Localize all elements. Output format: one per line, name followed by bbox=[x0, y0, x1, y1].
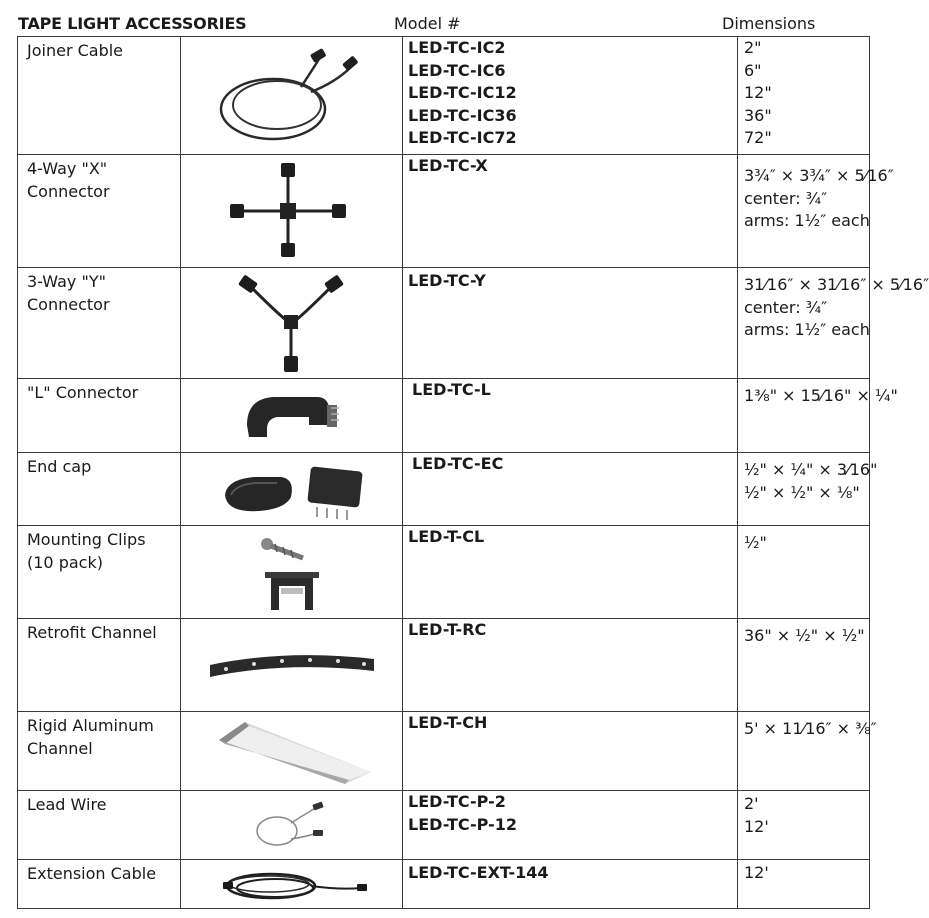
product-image-cell bbox=[181, 453, 403, 526]
product-name: "L" Connector bbox=[27, 383, 139, 402]
table-row bbox=[18, 155, 870, 268]
dimension: 12' bbox=[744, 816, 769, 836]
dimensions-cell bbox=[738, 268, 929, 379]
model-number: LED-TC-P-12 bbox=[408, 814, 518, 834]
product-image-cell bbox=[181, 526, 403, 619]
product-name: Rigid Aluminum bbox=[27, 716, 154, 735]
dimension: 2" bbox=[744, 38, 762, 57]
model-cell bbox=[403, 712, 738, 791]
retrofit-channel-icon bbox=[206, 645, 378, 685]
product-image-cell bbox=[181, 379, 403, 453]
model-cell bbox=[403, 453, 738, 526]
product-image-cell bbox=[181, 712, 403, 791]
dimensions-cell bbox=[738, 526, 870, 619]
dimension: ½" × ¼" × 3⁄16" bbox=[744, 460, 878, 479]
model-cell bbox=[403, 155, 738, 268]
product-name: Retrofit Channel bbox=[27, 623, 157, 642]
table-title: TAPE LIGHT ACCESSORIES bbox=[18, 14, 247, 33]
table-row bbox=[18, 453, 870, 526]
model-number: LED-TC-Y bbox=[408, 271, 486, 290]
dimensions-cell bbox=[738, 712, 877, 791]
product-image-cell bbox=[181, 268, 403, 379]
model-number: LED-TC-P-2 bbox=[408, 792, 506, 811]
model-cell bbox=[403, 860, 738, 909]
model-column-header: Model # bbox=[394, 14, 461, 33]
product-name-cell bbox=[18, 526, 181, 619]
product-name-cell bbox=[18, 619, 181, 712]
model-number: LED-TC-IC72 bbox=[408, 128, 517, 147]
model-number: LED-TC-IC36 bbox=[408, 105, 517, 125]
table-row bbox=[18, 791, 870, 860]
table-row bbox=[18, 619, 870, 712]
dimension: ½" bbox=[744, 533, 767, 552]
dimension: arms: 1½″ each bbox=[744, 320, 870, 339]
product-name: Connector bbox=[27, 181, 110, 201]
dimension: 72" bbox=[744, 128, 772, 147]
product-image-cell bbox=[181, 860, 403, 909]
table-row bbox=[18, 712, 870, 791]
dimension: 36" bbox=[744, 105, 772, 125]
model-number: LED-TC-IC6 bbox=[408, 60, 506, 80]
table-row bbox=[18, 860, 870, 909]
aluminum-channel-icon bbox=[215, 716, 375, 786]
dimension: 12" bbox=[744, 83, 772, 102]
product-name: Mounting Clips bbox=[27, 530, 146, 549]
product-name-cell bbox=[18, 268, 181, 379]
dimensions-cell bbox=[738, 453, 878, 526]
model-cell bbox=[403, 526, 738, 619]
dimension: 31⁄16″ × 31⁄16″ × 5⁄16″ bbox=[744, 275, 929, 294]
model-cell bbox=[403, 379, 738, 453]
l-connector-icon bbox=[239, 385, 349, 447]
product-image-cell bbox=[181, 37, 403, 155]
model-number: LED-T-CH bbox=[408, 713, 488, 732]
joiner-cable-icon bbox=[211, 47, 361, 147]
dimensions-cell bbox=[738, 37, 870, 155]
end-cap-icon bbox=[219, 461, 379, 521]
product-name: Channel bbox=[27, 738, 93, 758]
product-name: 3-Way "Y" bbox=[27, 272, 106, 291]
product-name-cell bbox=[18, 453, 181, 526]
product-image-cell bbox=[181, 155, 403, 268]
extension-cable-icon bbox=[221, 866, 371, 906]
model-cell bbox=[403, 268, 738, 379]
dimensions-cell bbox=[738, 619, 870, 712]
mounting-clip-icon bbox=[251, 532, 341, 616]
table-row bbox=[18, 268, 870, 379]
model-cell bbox=[403, 37, 738, 155]
dimensions-cell bbox=[738, 379, 898, 453]
dimension: 1⅜" × 15⁄16" × ¼" bbox=[744, 386, 898, 405]
product-image-cell bbox=[181, 791, 403, 860]
x-connector-icon bbox=[226, 161, 356, 261]
dimension: 36" × ½" × ½" bbox=[744, 626, 865, 645]
product-name-cell bbox=[18, 379, 181, 453]
model-number: LED-T-CL bbox=[408, 527, 485, 546]
accessories-table bbox=[17, 36, 929, 909]
model-number: LED-T-RC bbox=[408, 620, 487, 639]
model-number: LED-TC-X bbox=[408, 156, 488, 175]
table-row bbox=[18, 526, 870, 619]
model-number: LED-TC-EC bbox=[412, 454, 504, 473]
product-name: 4-Way "X" bbox=[27, 159, 108, 178]
dimension: 3¾″ × 3¾″ × 5⁄16″ bbox=[744, 166, 894, 185]
product-name: Joiner Cable bbox=[27, 41, 124, 60]
model-number: LED-TC-L bbox=[412, 380, 491, 399]
lead-wire-icon bbox=[251, 799, 331, 855]
dimension: 6" bbox=[744, 60, 762, 80]
model-number: LED-TC-IC2 bbox=[408, 38, 506, 57]
dimension: 2' bbox=[744, 794, 759, 813]
dimension: 12' bbox=[744, 863, 769, 882]
dimension: center: ¾″ bbox=[744, 297, 828, 317]
dimensions-column-header: Dimensions bbox=[722, 14, 816, 33]
dimension: 5' × 11⁄16″ × ⅜″ bbox=[744, 719, 877, 738]
product-name-cell bbox=[18, 712, 181, 791]
model-cell bbox=[403, 619, 738, 712]
dimensions-cell bbox=[738, 791, 870, 860]
table-row bbox=[18, 379, 870, 453]
product-name: End cap bbox=[27, 457, 92, 476]
table-row bbox=[18, 37, 870, 155]
product-name-cell bbox=[18, 860, 181, 909]
dimensions-cell bbox=[738, 860, 870, 909]
dimension: center: ¾″ bbox=[744, 188, 828, 208]
product-name-cell bbox=[18, 155, 181, 268]
dimensions-cell bbox=[738, 155, 894, 268]
model-cell bbox=[403, 791, 738, 860]
dimension: arms: 1½″ each bbox=[744, 211, 870, 230]
product-name-cell bbox=[18, 37, 181, 155]
model-number: LED-TC-IC12 bbox=[408, 83, 517, 102]
product-name: Lead Wire bbox=[27, 795, 107, 814]
product-name-cell bbox=[18, 791, 181, 860]
model-number: LED-TC-EXT-144 bbox=[408, 863, 549, 882]
y-connector-icon bbox=[226, 272, 356, 376]
product-image-cell bbox=[181, 619, 403, 712]
product-name: Extension Cable bbox=[27, 864, 157, 883]
product-name: (10 pack) bbox=[27, 552, 103, 572]
dimension: ½" × ½" × ⅛" bbox=[744, 482, 860, 502]
product-name: Connector bbox=[27, 294, 110, 314]
